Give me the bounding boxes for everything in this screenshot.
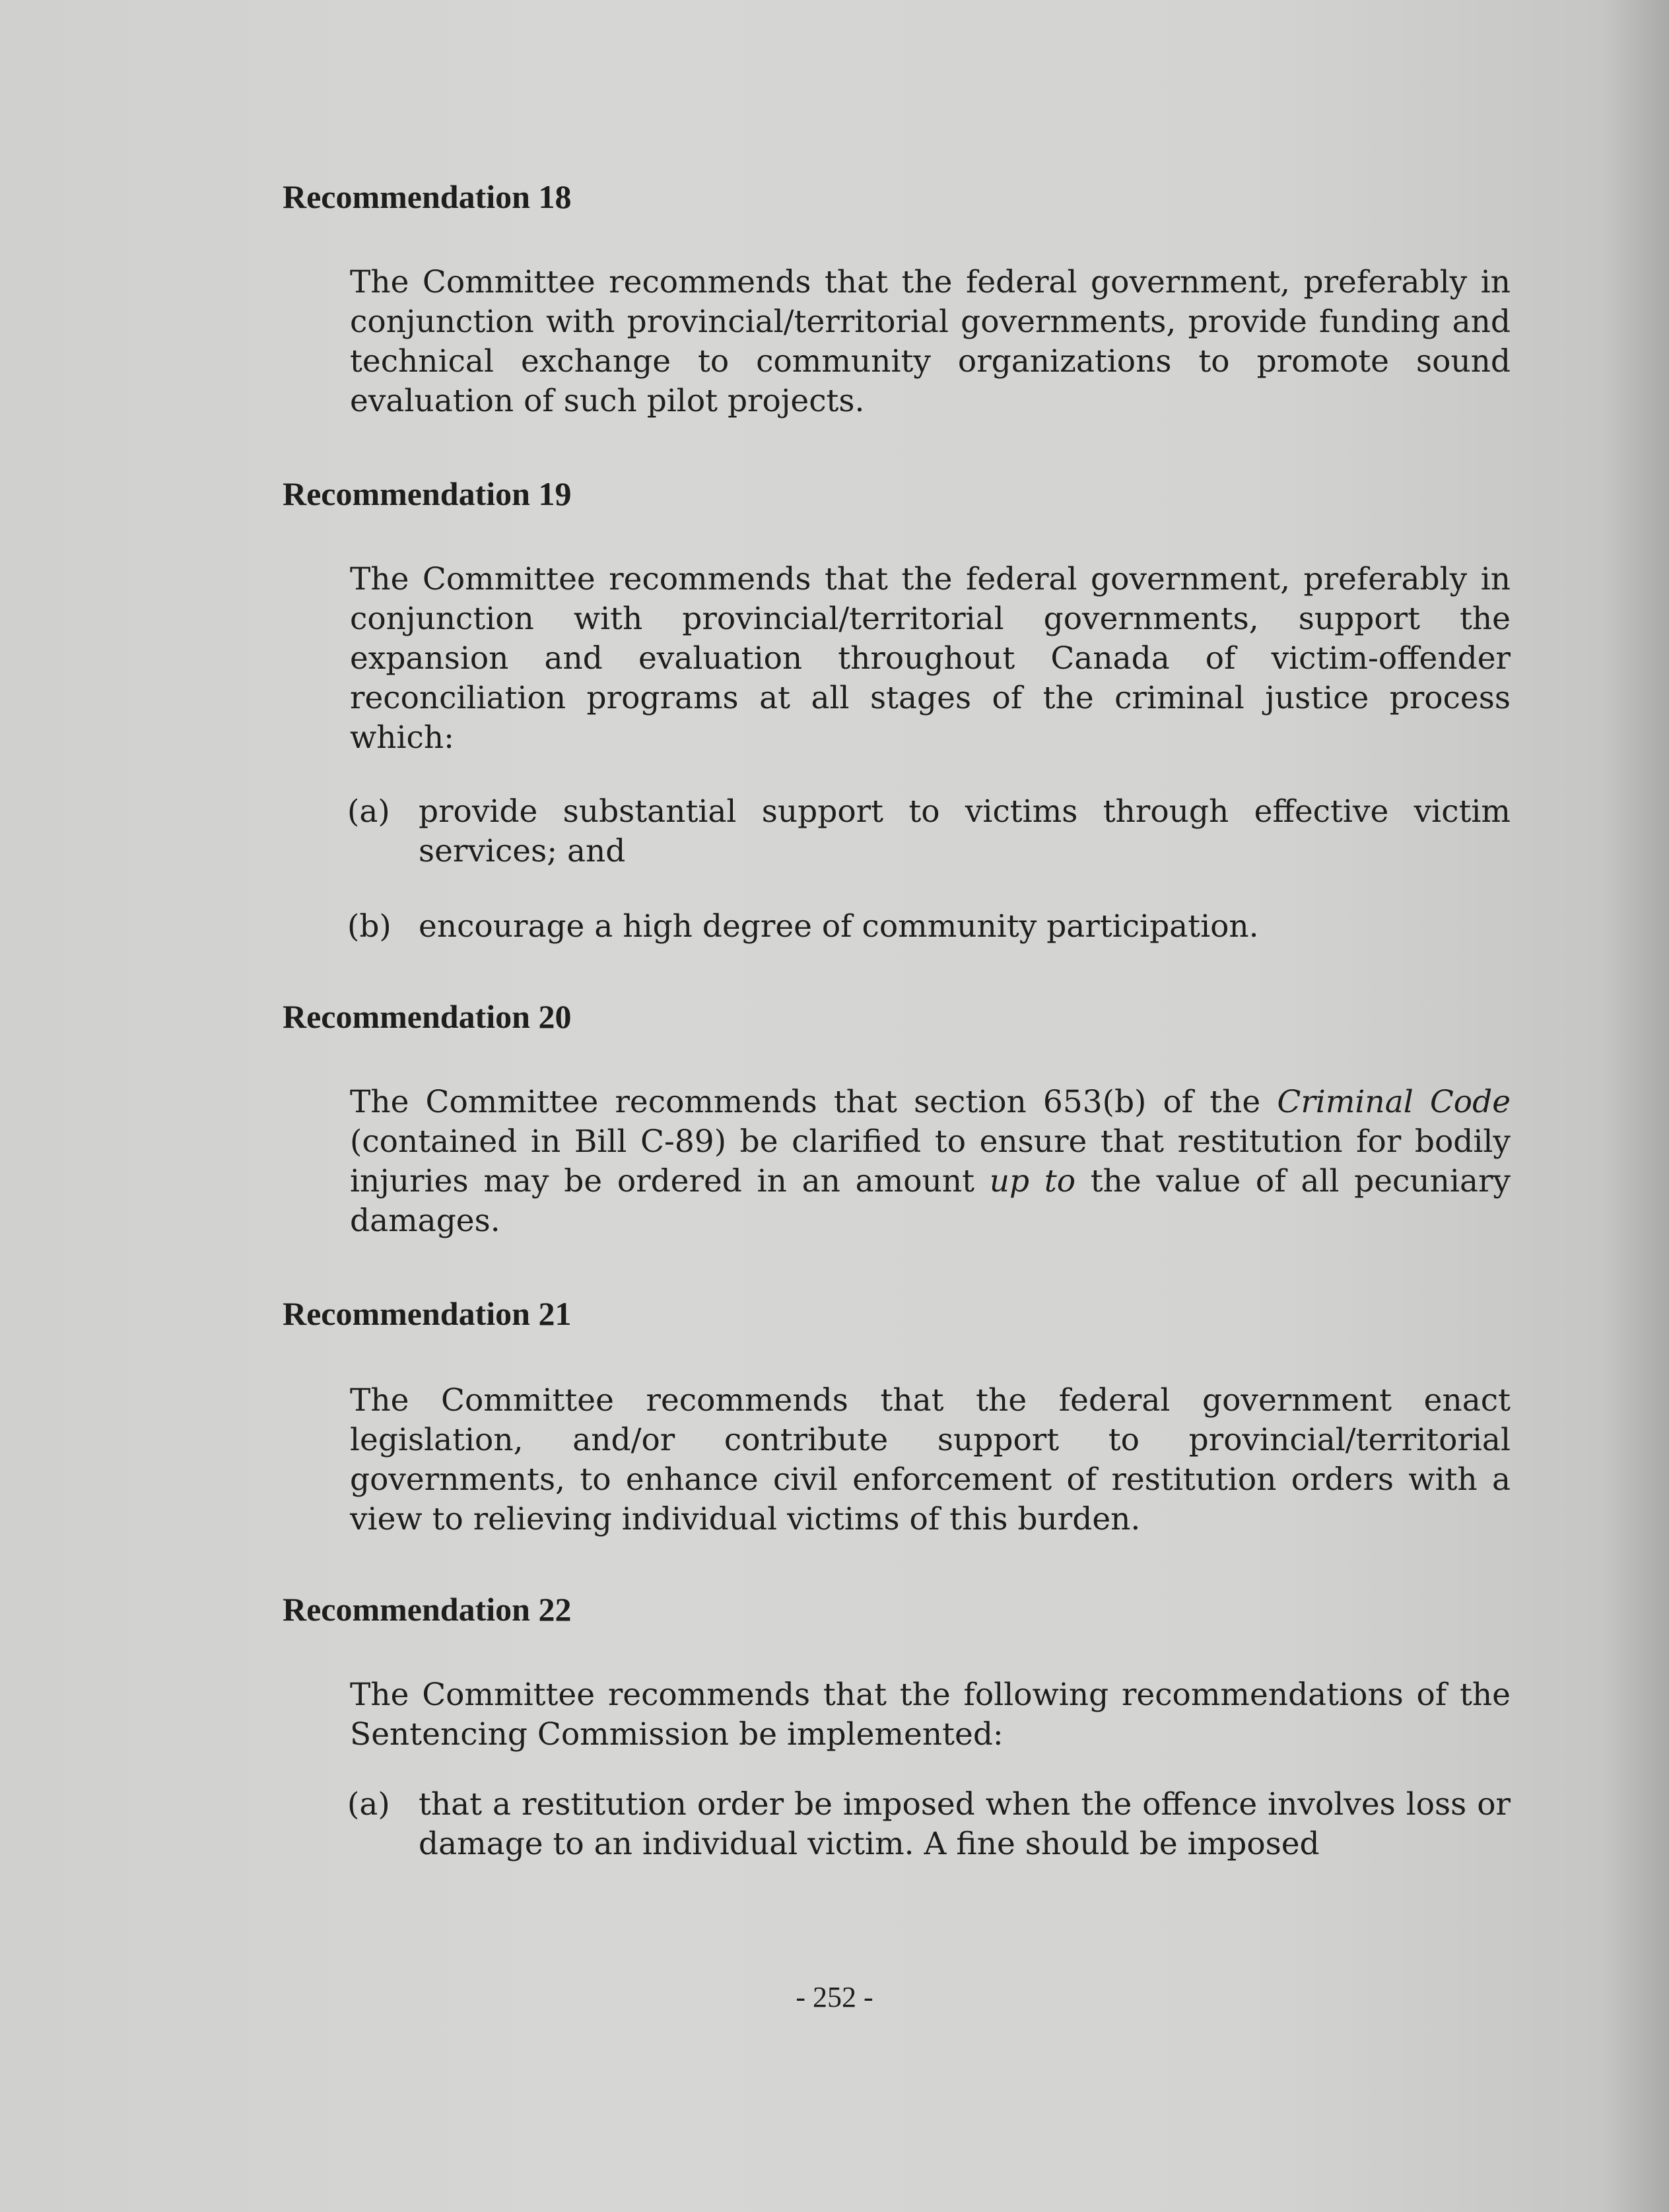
recommendation-21-text: The Committee recommends that the federal government enact legislation, and/or contribute support to provincial/territorial governments, to enhance civil enforcement of restitution orders with a view to relieving individual victims of this burden.: [350, 1382, 1511, 1537]
list-item-text: encourage a high degree of community participation.: [419, 908, 1259, 945]
recommendation-19-heading: Recommendation 19: [283, 475, 572, 512]
recommendation-22-heading: Recommendation 22: [283, 1591, 572, 1628]
list-marker: (a): [347, 793, 390, 830]
recommendation-22-item-a: [347, 1785, 1511, 1864]
list-item-text: that a restitution order be imposed when the offence involves loss or damage to an individual victim. A fine should be imposed: [419, 1786, 1511, 1862]
text-segment: The Committee recommends that section 653(b) of the: [350, 1084, 1277, 1120]
up-to-italic: up to: [989, 1163, 1076, 1199]
recommendation-18-heading: Recommendation 18: [283, 178, 572, 215]
recommendation-18-text: The Committee recommends that the federal government, preferably in conjunction with provincial/territorial governments, provide funding and technical exchange to community organizations to promote sound evaluation of such pilot projects.: [350, 264, 1511, 419]
text-segment: (contained in Bill C-89) be clarified to ensure that restitution for bodily injuries may be ordered in an amount: [350, 1123, 1511, 1199]
list-marker: (a): [347, 1786, 390, 1823]
list-item-text: provide substantial support to victims through effective victim services; and: [419, 793, 1511, 869]
page-number: - 252 -: [796, 1981, 873, 2013]
recommendation-19-text: The Committee recommends that the federal government, preferably in conjunction with provincial/territorial governments, support the expansion and evaluation throughout Canada of victim-offender reconciliation programs at all stages of the criminal justice process which:: [350, 561, 1511, 756]
recommendation-21-heading: Recommendation 21: [283, 1295, 572, 1332]
recommendation-19-item-a: [347, 792, 1511, 871]
recommendation-22-text: The Committee recommends that the following recommendations of the Sentencing Commission be implemented:: [350, 1677, 1511, 1753]
list-marker: (b): [347, 908, 392, 945]
criminal-code-italic: Criminal Code: [1277, 1084, 1511, 1120]
recommendation-19-item-b: [347, 907, 1511, 947]
text-segment: the value of all pecuniary damages.: [350, 1163, 1511, 1239]
recommendation-20-heading: Recommendation 20: [283, 998, 572, 1035]
recommendation-20-text: [350, 1083, 1511, 1241]
